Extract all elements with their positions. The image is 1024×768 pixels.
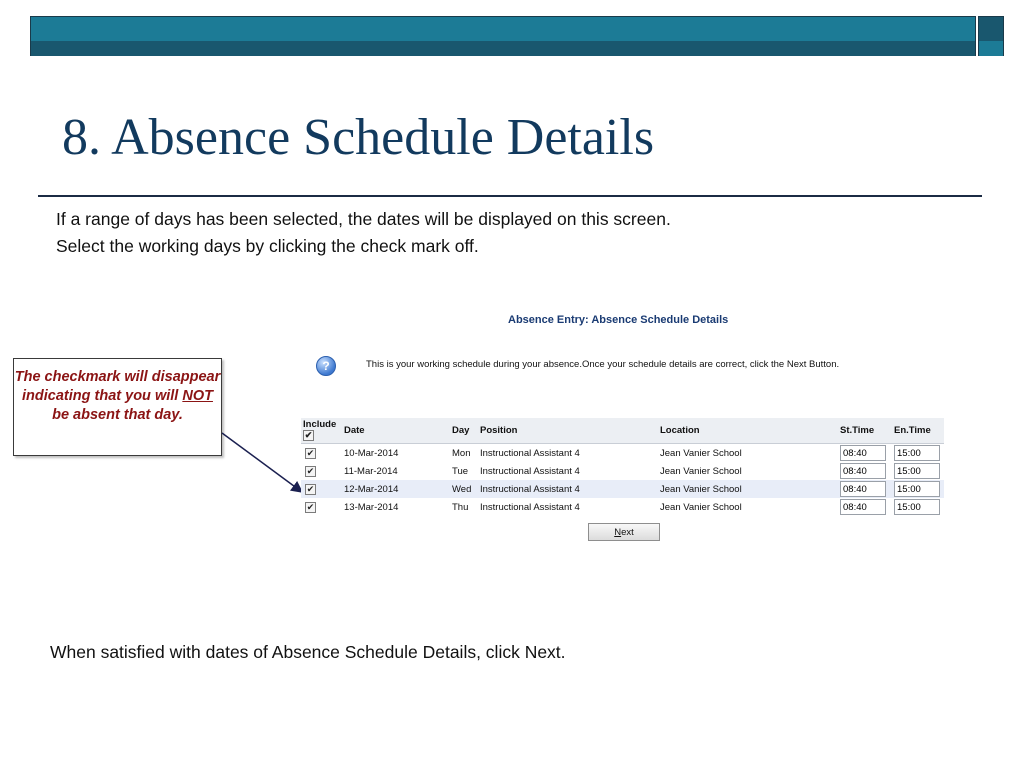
arrow-line <box>222 433 302 492</box>
footer-instruction: When satisfied with dates of Absence Schedule Details, click Next. <box>50 642 566 662</box>
top-decorative-bar <box>30 16 976 56</box>
end-time-input[interactable] <box>894 499 940 515</box>
include-header-label: Include <box>303 419 337 430</box>
include-checkbox[interactable]: ✔ <box>306 501 315 512</box>
end-time-cell <box>890 444 944 463</box>
corner-band-light <box>979 41 1003 56</box>
include-checkbox[interactable]: ✔ <box>306 483 315 494</box>
column-header-include <box>301 418 340 444</box>
day-cell: Tue <box>452 465 469 477</box>
position-cell: Instructional Assistant 4 <box>476 480 656 498</box>
column-header-end-time: En.Time <box>890 418 944 444</box>
end-time-cell <box>890 498 944 516</box>
next-button-mnemonic: N <box>614 527 622 538</box>
start-time-input[interactable] <box>840 499 886 515</box>
include-cell <box>301 444 340 463</box>
table-row <box>301 444 944 463</box>
start-time-input[interactable] <box>840 463 886 479</box>
start-time-cell <box>836 480 890 498</box>
end-time-input[interactable] <box>894 481 940 497</box>
help-text: This is your working schedule during your absence.Once your schedule details are correct, click the Next Button. <box>366 359 840 370</box>
table-row <box>301 498 944 516</box>
table-row <box>301 480 944 498</box>
next-button[interactable] <box>588 523 660 541</box>
location-cell: Jean Vanier School <box>656 480 836 498</box>
intro-line-2: Select the working days by clicking the check mark off. <box>56 236 479 256</box>
top-bar-band-dark <box>31 41 975 56</box>
next-button-label: ext <box>621 527 634 538</box>
table-row <box>301 462 944 480</box>
callout-text-before: The checkmark will disappear indicating that you will <box>14 369 221 404</box>
end-time-cell <box>890 462 944 480</box>
column-header-location: Location <box>656 418 836 444</box>
end-time-input[interactable] <box>894 463 940 479</box>
start-time-cell <box>836 462 890 480</box>
include-cell <box>301 462 340 480</box>
day-cell: Wed <box>448 480 476 498</box>
include-checkbox[interactable]: ✔ <box>306 447 315 458</box>
title-divider <box>38 195 982 197</box>
location-cell: Jean Vanier School <box>660 465 742 477</box>
include-checkbox[interactable]: ✔ <box>306 465 315 476</box>
callout-emphasis: NOT <box>182 388 213 404</box>
end-time-cell <box>890 480 944 498</box>
intro-line-1: If a range of days has been selected, the dates will be displayed on this screen. <box>56 209 671 229</box>
position-cell: Instructional Assistant 4 <box>480 501 580 513</box>
column-header-day: Day <box>448 418 476 444</box>
start-time-cell <box>836 444 890 463</box>
app-page-header: Absence Entry: Absence Schedule Details <box>508 314 729 326</box>
top-bar-band-light <box>31 17 975 41</box>
callout-text-after: be absent that day. <box>52 407 183 423</box>
start-time-input[interactable] <box>840 445 886 461</box>
column-header-position: Position <box>476 418 656 444</box>
help-icon[interactable]: ? <box>316 356 336 376</box>
column-header-date: Date <box>340 418 448 444</box>
date-cell: 12-Mar-2014 <box>340 480 448 498</box>
callout-box <box>13 358 222 456</box>
corner-band-dark <box>979 17 1003 41</box>
position-cell: Instructional Assistant 4 <box>480 447 580 459</box>
date-cell: 10-Mar-2014 <box>344 447 399 459</box>
include-cell <box>301 480 340 498</box>
include-cell <box>301 498 340 516</box>
end-time-input[interactable] <box>894 445 940 461</box>
date-cell: 13-Mar-2014 <box>344 501 399 513</box>
day-cell: Mon <box>452 447 471 459</box>
position-cell: Instructional Assistant 4 <box>480 465 580 477</box>
select-all-checkbox[interactable]: ✔ <box>304 430 313 440</box>
top-corner-box <box>978 16 1004 56</box>
table-header-row <box>301 418 944 444</box>
location-cell: Jean Vanier School <box>660 501 742 513</box>
date-cell: 11-Mar-2014 <box>344 465 398 477</box>
start-time-input[interactable] <box>840 481 886 497</box>
location-cell: Jean Vanier School <box>660 447 742 459</box>
start-time-cell <box>836 498 890 516</box>
schedule-table <box>301 418 944 516</box>
column-header-start-time: St.Time <box>836 418 890 444</box>
intro-text <box>56 206 671 260</box>
day-cell: Thu <box>452 501 469 513</box>
slide-title: 8. Absence Schedule Details <box>62 109 655 166</box>
